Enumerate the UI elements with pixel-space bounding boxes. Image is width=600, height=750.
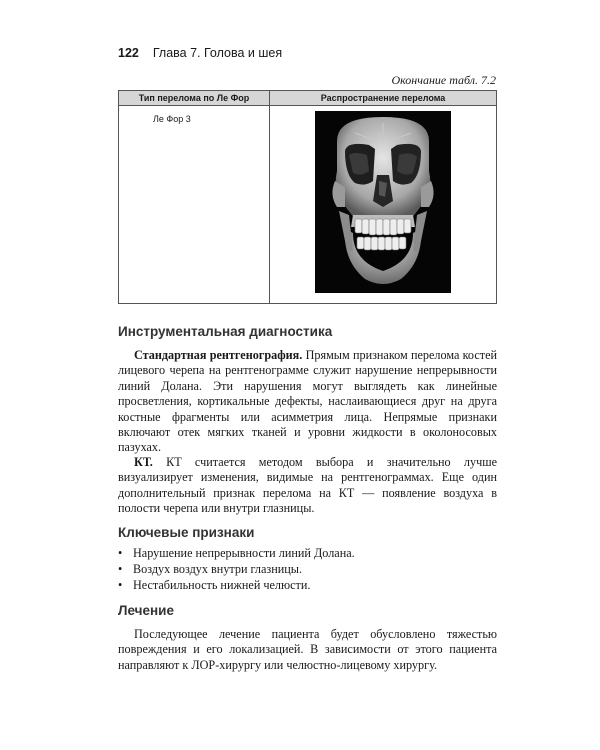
lead-ct: КТ. [134, 455, 153, 469]
text-radiography: Прямым признаком перелома костей лицевого черепа на рентгенограмме служит нарушение непрерывности линий Долана. Эти нарушения могут выглядеть как линейные просветления, кортикальные дефекты, наслаивающиеся друг на друга костные фрагменты или асимметрия лица. Непрямые признаки включают отек мягких тканей и уровни жидкости в околоносовых пазухах. [118, 348, 497, 455]
paragraph-radiography [118, 348, 497, 456]
key-signs-list [118, 546, 497, 593]
paragraph-treatment: Последующее лечение пациента будет обусловлено тяжестью повреждения и его локализацией. В зависимости от этого пациента направляют к ЛОР-хирургу или челюстно-лицевому хирургу. [118, 627, 497, 672]
chapter-title: Глава 7. Голова и шея [152, 46, 283, 60]
table-caption: Окончание табл. 7.2 [391, 73, 496, 87]
paragraph-ct [118, 455, 497, 517]
col-header-extent: Распространение перелома [270, 91, 497, 106]
skull-ct-image [315, 111, 451, 293]
table-row [119, 106, 497, 304]
section-title-treatment: Лечение [118, 603, 174, 618]
text-ct: КТ считается методом выбора и значительно лучше визуализирует изменения, видимые на рентгенограммах. Еще один дополнительный признак перелома на КТ — появление воздуха в полости черепа или внутри глазницы. [118, 455, 497, 516]
cell-image [270, 106, 497, 304]
lead-radiography: Стандартная рентгенография. [134, 348, 303, 362]
list-item: • Нарушение непрерывности линий Долана. [118, 546, 497, 562]
fracture-table [118, 90, 497, 304]
section-title-key-signs: Ключевые признаки [118, 525, 255, 540]
list-item: • Нестабильность нижней челюсти. [118, 578, 497, 594]
section-title-diagnostics: Инструментальная диагностика [118, 324, 333, 339]
fracture-type-label: Ле Фор 3 [153, 114, 191, 124]
cell-type [119, 106, 270, 304]
page-number: 122 [118, 46, 139, 60]
col-header-type: Тип перелома по Ле Фор [119, 91, 270, 106]
list-item: • Воздух воздух внутри глазницы. [118, 562, 497, 578]
page-header [118, 46, 282, 60]
